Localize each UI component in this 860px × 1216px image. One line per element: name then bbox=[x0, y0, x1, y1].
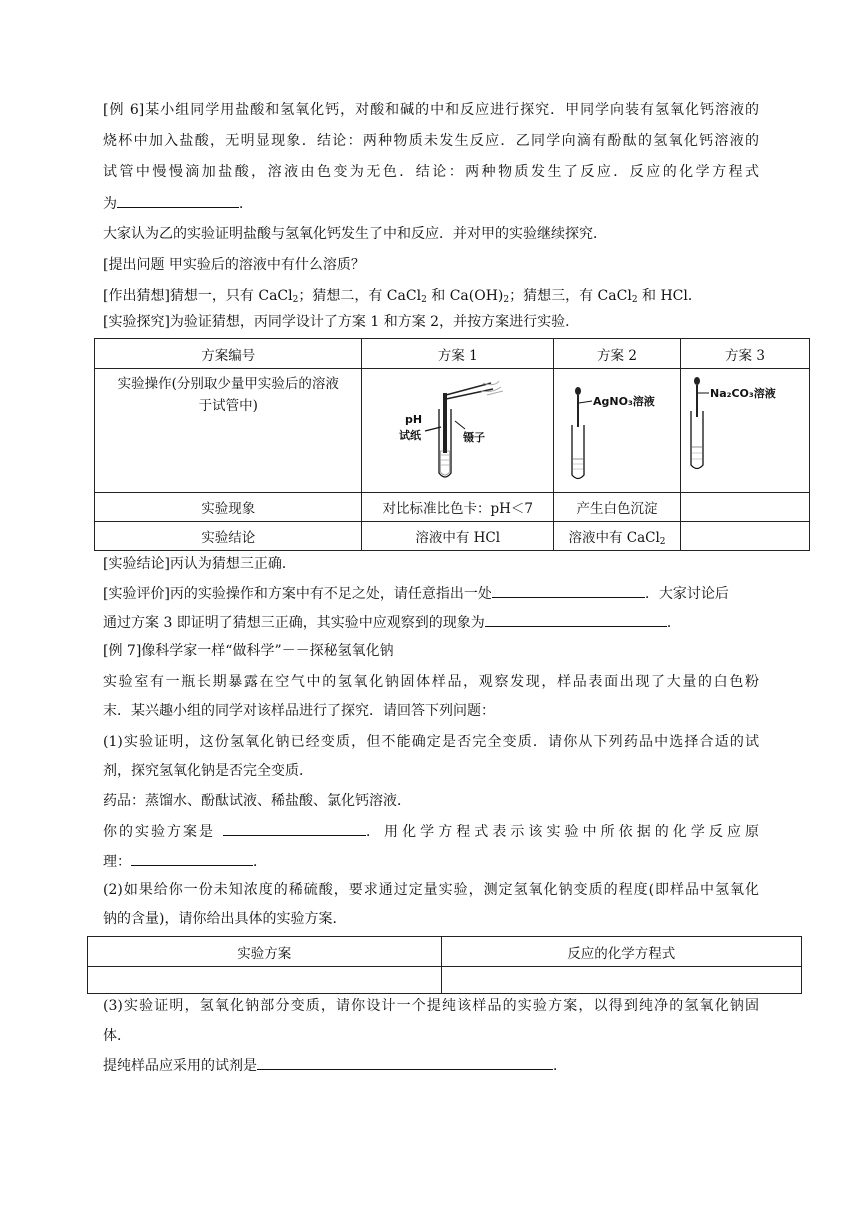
phenomenon-3-cell bbox=[680, 493, 809, 522]
answer-blank bbox=[257, 1055, 553, 1070]
quantitative-plan-table bbox=[87, 936, 802, 994]
conclusion-1-cell: 溶液中有 HCl bbox=[362, 522, 554, 551]
answer-blank bbox=[131, 851, 253, 866]
ph-paper-test-tube-diagram bbox=[383, 381, 533, 481]
table-row bbox=[88, 967, 802, 994]
subscript: 2 bbox=[292, 295, 299, 305]
ex7-line-11: (3)实验证明，氢氧化钠部分变质，请你设计一个提纯该样品的实验方案，以得到纯净的氢氧化钠固 bbox=[103, 998, 759, 1014]
ex7-line-12: 体． bbox=[103, 1028, 131, 1044]
operation-label-cell bbox=[95, 369, 362, 493]
experiment-table bbox=[94, 338, 810, 551]
ex7-line-6: 药品：蒸馏水、酚酞试液、稀盐酸、氯化钙溶液． bbox=[103, 793, 411, 809]
scheme-2-diagram-cell bbox=[553, 369, 680, 493]
ex7-line-5: 剂，探究氢氧化钠是否完全变质． bbox=[103, 763, 313, 779]
subscript: 2 bbox=[421, 295, 427, 305]
ex7-line-8-a: 理： bbox=[103, 854, 131, 870]
conclusion-label-cell: 实验结论 bbox=[95, 522, 362, 551]
ex6-line-8: [实验探究]为验证猜想，丙同学设计了方案 1 和方案 2，并按方案进行实验． bbox=[103, 314, 580, 330]
table-row-operation bbox=[95, 369, 810, 493]
phenomenon-2-cell: 产生白色沉淀 bbox=[553, 493, 680, 522]
ex6-line-5: 大家认为乙的实验证明盐酸与氢氧化钙发生了中和反应．并对甲的实验继续探究． bbox=[103, 226, 607, 242]
after-line-3-b: ． bbox=[666, 615, 681, 631]
ex6-line-4-text: 为 bbox=[103, 196, 117, 212]
diagram-label-agno3: AgNO₃溶液 bbox=[592, 394, 655, 408]
table-header-row bbox=[88, 937, 802, 967]
ex6-line-4 bbox=[103, 193, 759, 214]
after-line-1: [实验结论]丙认为猜想三正确． bbox=[103, 556, 296, 572]
ex6-line-3: 试管中慢慢滴加盐酸，溶液由色变为无色．结论：两种物质发生了反应．反应的化学方程式 bbox=[103, 164, 759, 180]
ex6-line-7-e: 和 HCl． bbox=[637, 288, 702, 304]
ex6-line-2: 烧杯中加入盐酸，无明显现象．结论：两种物质未发生反应．乙同学向滴有酚酞的氢氧化钙溶液的 bbox=[103, 133, 759, 149]
table-header-row bbox=[95, 339, 810, 369]
ex7-line-8-b: ． bbox=[253, 854, 267, 870]
header-cell: 实验方案 bbox=[88, 937, 442, 967]
subscript: 2 bbox=[659, 537, 666, 547]
subscript: 2 bbox=[631, 295, 638, 305]
sodium-carbonate-dropper-diagram bbox=[685, 371, 805, 491]
header-cell: 方案 2 bbox=[553, 339, 680, 369]
ex7-line-7-b: ．用化学方程式表示该实验中所依据的化学反应原 bbox=[366, 824, 759, 840]
conclusion-2-cell bbox=[553, 522, 680, 551]
ex7-line-4: (1)实验证明，这份氢氧化钠已经变质，但不能确定是否完全变质．请你从下列药品中选择合适的试 bbox=[103, 734, 759, 750]
subscript: 2 bbox=[503, 295, 510, 305]
ex7-line-10: 钠的含量)，请你给出具体的实验方案． bbox=[103, 911, 347, 927]
diagram-label-ph: pH bbox=[404, 412, 422, 426]
ex6-line-7-d: ；猜想三，有 CaCl bbox=[509, 288, 632, 304]
ex6-line-7-a: [作出猜想]猜想一，只有 CaCl bbox=[103, 288, 293, 304]
header-cell: 方案 1 bbox=[362, 339, 554, 369]
equation-answer-cell[interactable] bbox=[441, 967, 802, 994]
ex7-line-1: [例 7]像科学家一样“做科学”－－探秘氢氧化钠 bbox=[103, 643, 394, 659]
scheme-1-diagram-cell bbox=[362, 369, 554, 493]
ex7-line-7-a: 你的实验方案是 bbox=[103, 824, 215, 840]
table-row-phenomenon bbox=[95, 493, 810, 522]
ex6-line-7 bbox=[103, 286, 759, 306]
diagram-label-tweezers: 镊子 bbox=[462, 430, 485, 444]
ex6-line-7-c: 和 Ca(OH) bbox=[426, 288, 504, 304]
answer-blank bbox=[485, 612, 667, 627]
ex7-line-13-b: ． bbox=[553, 1058, 567, 1074]
header-cell: 反应的化学方程式 bbox=[441, 937, 802, 967]
after-line-2-a: [实验评价]丙的实验操作和方案中有不足之处，请任意指出一处 bbox=[103, 586, 492, 602]
answer-blank bbox=[492, 583, 645, 598]
phenomenon-label-cell: 实验现象 bbox=[95, 493, 362, 522]
after-line-3-a: 通过方案 3 即证明了猜想三正确，其实验中应观察到的现象为 bbox=[103, 615, 485, 631]
ex7-line-9: (2)如果给你一份未知浓度的稀硫酸，要求通过定量实验，测定氢氧化钠变质的程度(即样品中氢氧化 bbox=[103, 882, 759, 898]
ex7-line-2: 实验室有一瓶长期暴露在空气中的氢氧化钠固体样品，观察发现，样品表面出现了大量的白色粉 bbox=[103, 674, 759, 690]
header-cell: 方案 3 bbox=[680, 339, 809, 369]
diagram-label-na2co3: Na₂CO₃溶液 bbox=[709, 386, 776, 400]
header-cell: 方案编号 bbox=[95, 339, 362, 369]
ex6-line-6: [提出问题 甲实验后的溶液中有什么溶质？ bbox=[103, 257, 365, 273]
after-line-3 bbox=[103, 612, 759, 633]
ex6-line-7-b: ；猜想二，有 CaCl bbox=[298, 288, 422, 304]
ex7-line-13 bbox=[103, 1055, 759, 1076]
plan-answer-cell[interactable] bbox=[88, 967, 442, 994]
after-line-2 bbox=[103, 583, 759, 604]
conclusion-3-cell bbox=[680, 522, 809, 551]
ex6-line-1: [例 6]某小组同学用盐酸和氢氧化钙，对酸和碱的中和反应进行探究．甲同学向装有氢氧化钙溶液的 bbox=[103, 102, 759, 118]
ex7-line-3: 末．某兴趣小组的同学对该样品进行了探究．请回答下列问题： bbox=[103, 703, 495, 719]
table-row-conclusion bbox=[95, 522, 810, 551]
scheme-3-diagram-cell bbox=[680, 369, 809, 493]
ex7-line-7 bbox=[103, 821, 759, 842]
ex7-line-8 bbox=[103, 851, 759, 872]
ex6-line-4-end: ． bbox=[239, 196, 253, 212]
diagram-label-paper: 试纸 bbox=[398, 428, 421, 442]
operation-label-2: 于试管中) bbox=[198, 398, 258, 414]
answer-blank bbox=[117, 193, 239, 208]
conclusion-2-text: 溶液中有 CaCl bbox=[568, 530, 660, 546]
ex7-line-13-a: 提纯样品应采用的试剂是 bbox=[103, 1058, 257, 1074]
after-line-2-b: ．大家讨论后 bbox=[644, 586, 729, 602]
answer-blank bbox=[223, 821, 366, 836]
silver-nitrate-dropper-diagram bbox=[558, 381, 676, 481]
phenomenon-1-cell: 对比标准比色卡：pH＜7 bbox=[362, 493, 554, 522]
operation-label-1: 实验操作(分别取少量甲实验后的溶液 bbox=[117, 376, 339, 392]
